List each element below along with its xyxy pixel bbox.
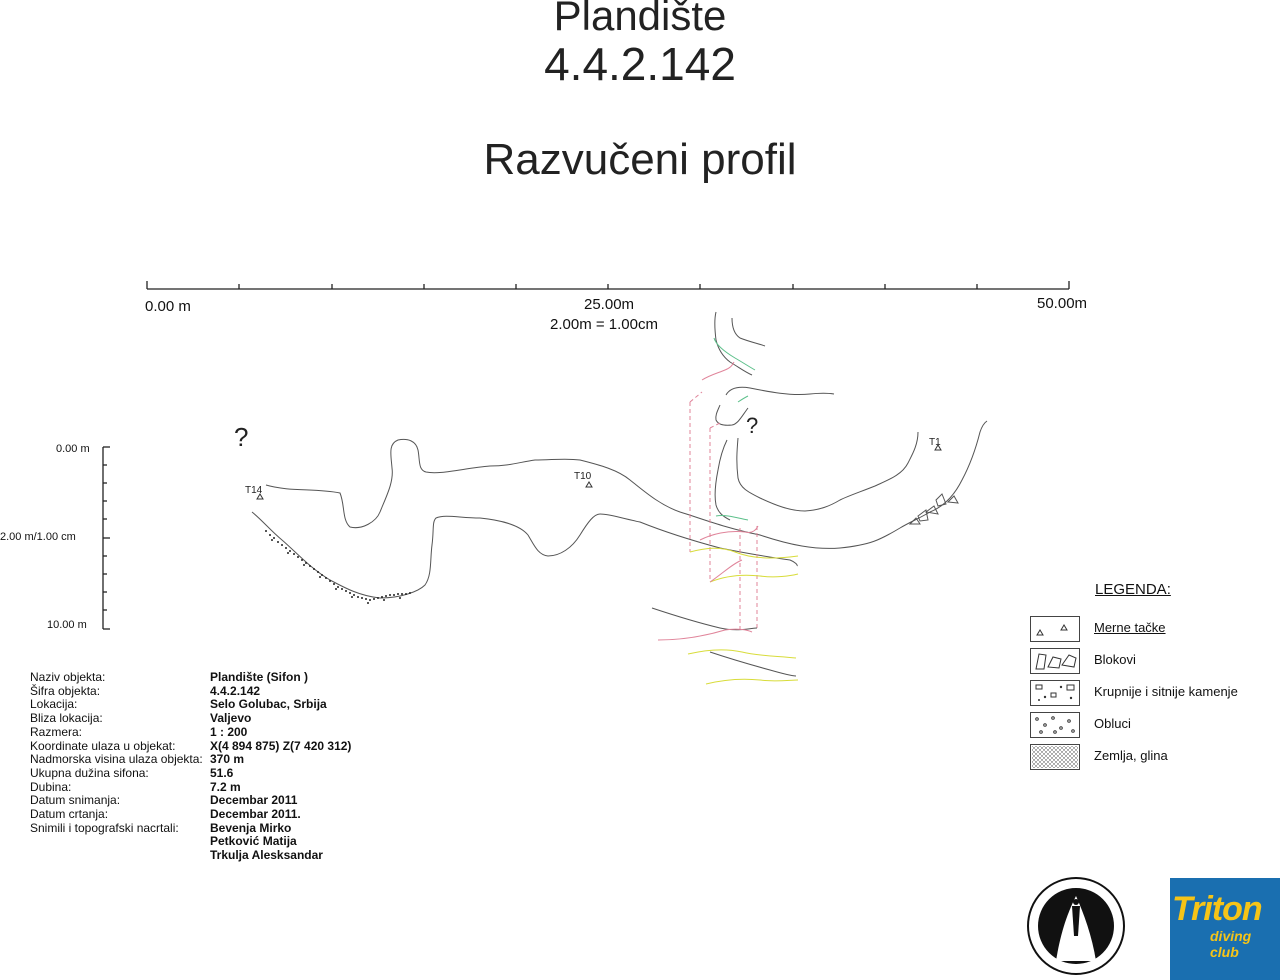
cave-code-title: 4.4.2.142 bbox=[544, 38, 736, 90]
scale-ratio-label: 2.00m = 1.00cm bbox=[550, 316, 658, 333]
info-label: Naziv objekta: bbox=[30, 670, 106, 684]
info-value: 1 : 200 bbox=[210, 724, 248, 739]
legend-label: Zemlja, glina bbox=[1094, 748, 1168, 763]
stones-icon bbox=[1030, 680, 1080, 706]
survey-point-icon bbox=[1030, 616, 1080, 642]
info-label bbox=[30, 849, 210, 863]
info-value: Selo Golubac, Srbija bbox=[210, 697, 327, 712]
upper-shaft-lines bbox=[715, 312, 834, 425]
clay-icon bbox=[1030, 744, 1080, 770]
station-t1-label: T1 bbox=[929, 437, 941, 448]
info-row bbox=[30, 685, 351, 699]
info-label: Datum crtanja: bbox=[30, 807, 109, 822]
info-value: Bevenja Mirko bbox=[210, 820, 292, 835]
unknown-passage-left: ? bbox=[234, 422, 249, 452]
cave-outline bbox=[252, 421, 987, 598]
info-label: Datum snimanja: bbox=[30, 793, 121, 808]
pebbles-icon bbox=[1030, 712, 1080, 738]
info-value: Plandište (Sifon ) bbox=[210, 670, 309, 684]
info-row bbox=[30, 698, 351, 712]
legend-label: Obluci bbox=[1094, 716, 1131, 731]
info-value: Trkulja Alesksandar bbox=[210, 848, 323, 863]
triton-logo-word: Triton bbox=[1172, 890, 1262, 928]
info-value: Decembar 2011. bbox=[210, 807, 301, 822]
depth-scale-bar bbox=[103, 447, 110, 629]
scale-mid-label: 25.00m bbox=[584, 296, 635, 313]
legend-label: Blokovi bbox=[1094, 652, 1136, 667]
triton-diving-club-logo bbox=[1170, 878, 1280, 980]
info-row bbox=[30, 835, 351, 849]
info-label: Lokacija: bbox=[30, 697, 78, 712]
info-value: X(4 894 875) Z(7 420 312) bbox=[210, 738, 352, 753]
object-info-table bbox=[30, 671, 351, 863]
info-label: Koordinate ulaza u objekat: bbox=[30, 738, 176, 753]
station-t10-label: T10 bbox=[574, 471, 592, 482]
legend-label: Merne tačke bbox=[1094, 620, 1166, 635]
info-label: Šifra objekta: bbox=[30, 683, 101, 698]
info-row bbox=[30, 781, 351, 795]
cave-name-title: Plandište bbox=[553, 0, 727, 39]
info-value: Petković Matija bbox=[210, 834, 297, 849]
info-row bbox=[30, 808, 351, 822]
depth-top-label: 0.00 m bbox=[56, 443, 90, 455]
info-value: 4.4.2.142 bbox=[210, 683, 261, 698]
info-label: Dubina: bbox=[30, 779, 72, 794]
survey-stations bbox=[257, 445, 941, 499]
blocks-icon bbox=[1030, 648, 1080, 674]
boulder-blocks bbox=[910, 494, 958, 524]
horizontal-scale-bar bbox=[147, 281, 1069, 289]
info-row bbox=[30, 794, 351, 808]
unknown-passage-right: ? bbox=[746, 413, 759, 438]
info-label: Snimili i topografski nacrtali: bbox=[30, 820, 179, 835]
legend-label: Krupnije i sitnije kamenje bbox=[1094, 684, 1238, 699]
legend-title: LEGENDA: bbox=[1095, 581, 1171, 598]
profile-view-title: Razvučeni profil bbox=[483, 135, 797, 184]
info-row bbox=[30, 822, 351, 836]
info-row bbox=[30, 849, 351, 863]
info-label: Razmera: bbox=[30, 724, 83, 739]
clay-deposit bbox=[265, 530, 411, 604]
info-label bbox=[30, 835, 210, 849]
info-value: 7.2 m bbox=[210, 779, 241, 794]
info-row bbox=[30, 753, 351, 767]
info-value: Decembar 2011 bbox=[210, 793, 298, 808]
depth-bottom-label: 10.00 m bbox=[47, 619, 87, 631]
info-label: Bliza lokacija: bbox=[30, 711, 103, 726]
triton-logo-sub: diving club bbox=[1210, 928, 1252, 960]
scale-right-label: 50.00m bbox=[1037, 295, 1088, 312]
scale-left-label: 0.00 m bbox=[145, 298, 191, 315]
info-value: Valjevo bbox=[210, 711, 252, 726]
info-row bbox=[30, 671, 351, 685]
station-t10-marker bbox=[586, 482, 592, 487]
info-label: Nadmorska visina ulaza objekta: bbox=[30, 752, 203, 767]
info-row bbox=[30, 767, 351, 781]
info-row bbox=[30, 740, 351, 754]
station-t14-label: T14 bbox=[245, 485, 263, 496]
info-label: Ukupna dužina sifona: bbox=[30, 765, 149, 780]
depth-mid-label: 2.00 m/1.00 cm bbox=[0, 531, 76, 543]
info-value: 370 m bbox=[210, 752, 245, 767]
info-value: 51.6 bbox=[210, 765, 234, 780]
info-row bbox=[30, 712, 351, 726]
info-row bbox=[30, 726, 351, 740]
speleo-society-logo bbox=[1026, 876, 1126, 976]
lower-tunnel-traces bbox=[652, 515, 798, 684]
